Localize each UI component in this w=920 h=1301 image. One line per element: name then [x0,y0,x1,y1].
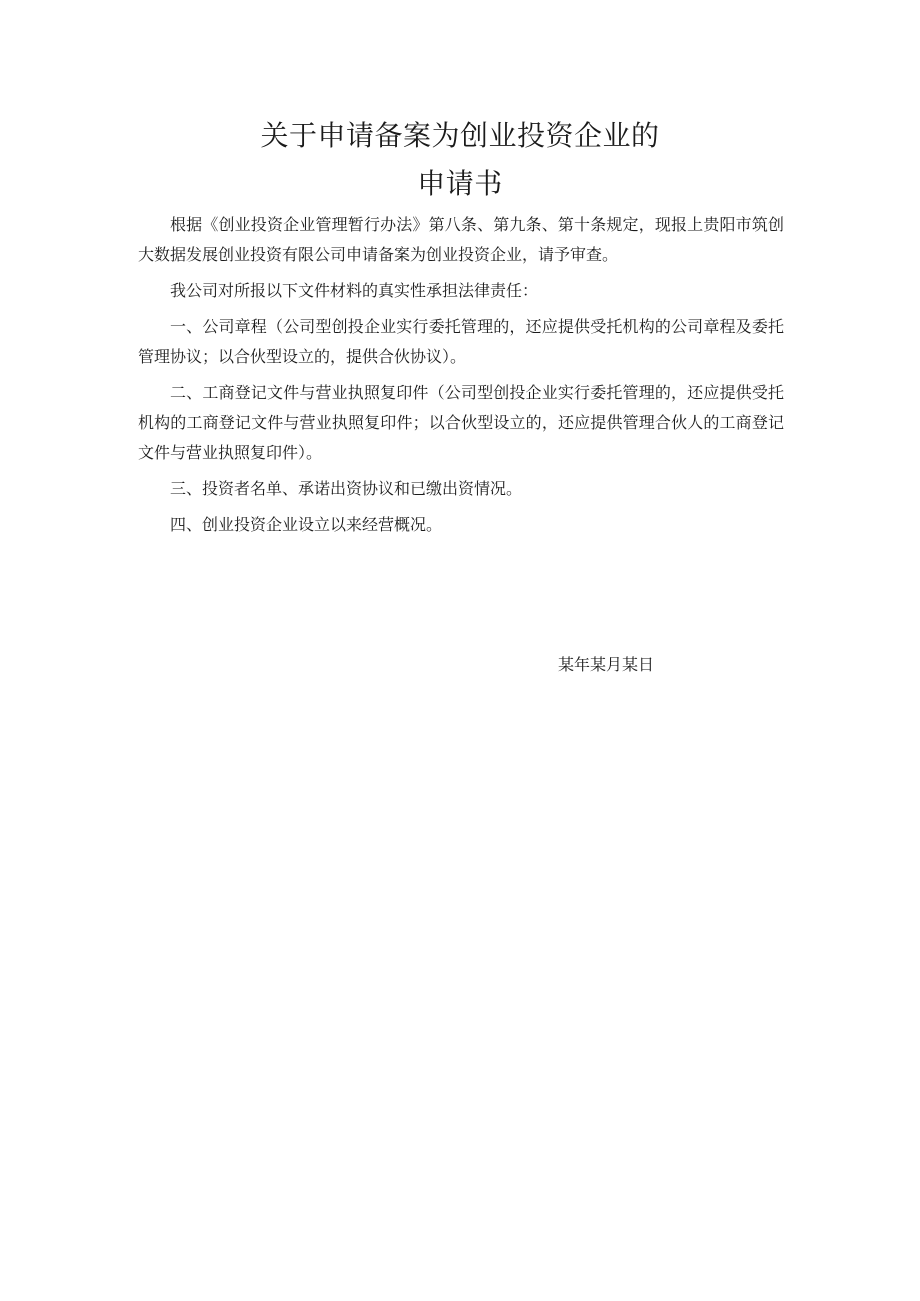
document-body [138,210,784,546]
document-date: 某年某月某日 [558,655,655,674]
paragraph-responsibility: 我公司对所报以下文件材料的真实性承担法律责任： [170,281,539,300]
paragraph-item-3: 三、投资者名单、承诺出资协议和已缴出资情况。 [170,479,523,498]
document-title [0,112,920,208]
title-line-1: 关于申请备案为创业投资企业的 [260,119,660,152]
paragraph-item-1: 一、公司章程（公司型创投企业实行委托管理的，还应提供受托机构的公司章程及委托管理协议；以合伙型设立的，提供合伙协议）。 [138,317,784,366]
paragraph-item-2: 二、工商登记文件与营业执照复印件（公司型创投企业实行委托管理的，还应提供受托机构的工商登记文件与营业执照复印件；以合伙型设立的，还应提供管理合伙人的工商登记文件与营业执照复印件）。 [138,383,784,462]
title-line-2: 申请书 [417,167,503,200]
paragraph-item-4: 四、创业投资企业设立以来经营概况。 [170,515,443,534]
paragraph-basis: 根据《创业投资企业管理暂行办法》第八条、第九条、第十条规定，现报上贵阳市筑创大数据发展创业投资有限公司申请备案为创业投资企业，请予审查。 [138,215,784,264]
